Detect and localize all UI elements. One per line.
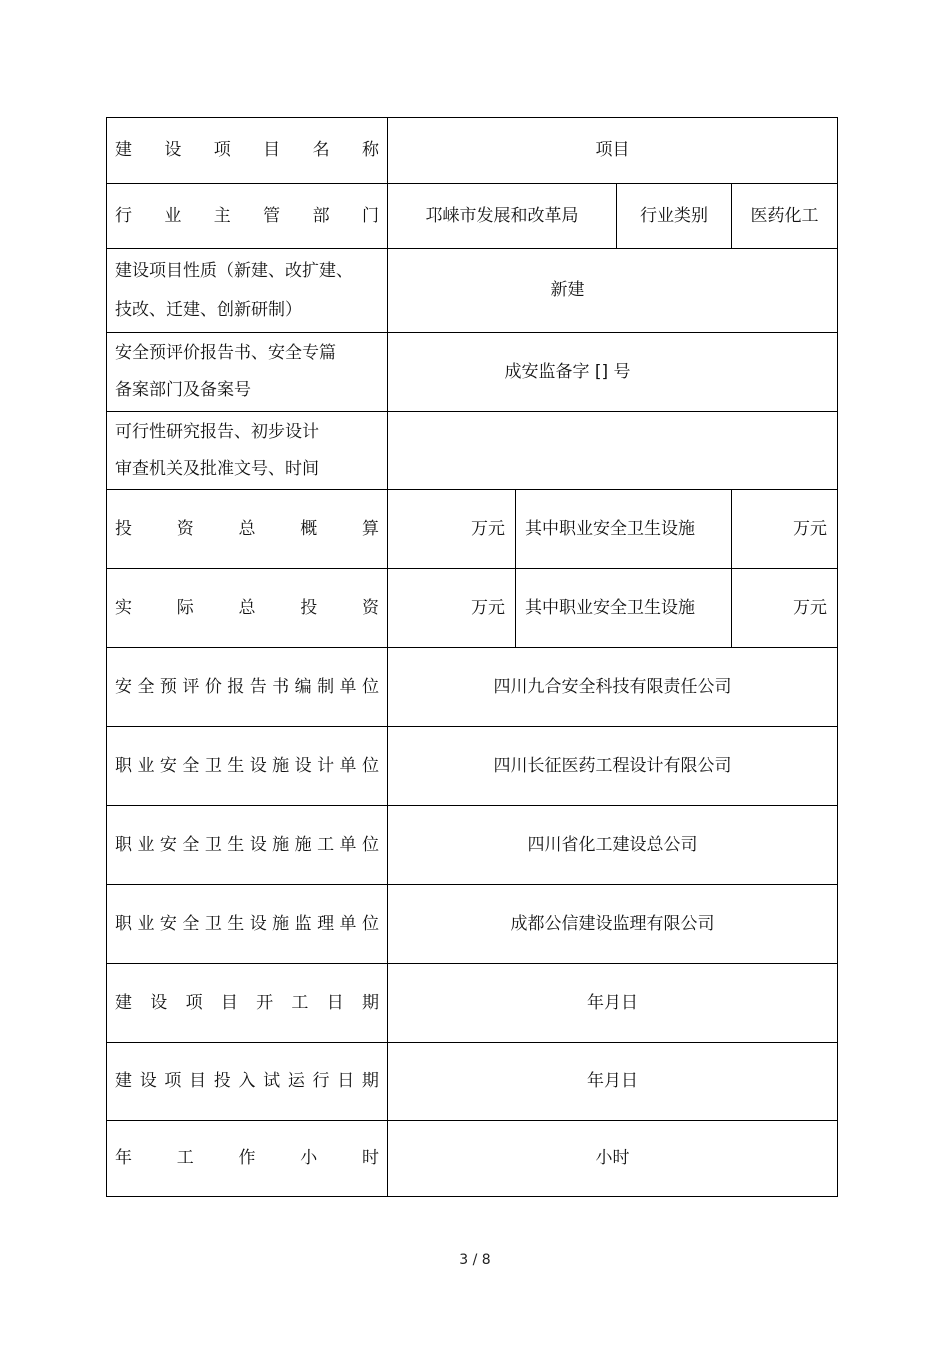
label-char: 查 bbox=[132, 458, 149, 479]
label-char: 全 bbox=[182, 834, 200, 855]
label-char: 设 bbox=[150, 992, 168, 1013]
label-char: 间 bbox=[302, 458, 319, 479]
label-char: 门 bbox=[166, 380, 183, 400]
label-char: 准 bbox=[217, 458, 234, 479]
label-char: 文 bbox=[234, 458, 251, 479]
label-line-2: 技改、迁建、创新研制） bbox=[115, 299, 302, 320]
label-char: 时 bbox=[285, 458, 302, 479]
value-filing bbox=[387, 332, 837, 411]
label-char: 目 bbox=[263, 140, 281, 160]
label-line-1: 安全预评价报告书、安全专篇 bbox=[115, 343, 336, 363]
label-char: 工 bbox=[317, 834, 335, 855]
label-char: 价 bbox=[204, 676, 222, 697]
value-design-unit bbox=[387, 726, 837, 805]
label-text bbox=[115, 597, 379, 618]
project-name-value: 项目 bbox=[595, 140, 630, 160]
value-project-name bbox=[387, 118, 837, 183]
label-char: 职 bbox=[115, 834, 132, 855]
label-filing bbox=[107, 332, 387, 411]
label-report-unit bbox=[107, 647, 387, 726]
label-char: 单 bbox=[339, 834, 357, 855]
label-char: 全 bbox=[182, 913, 200, 934]
label-char: 号 bbox=[251, 458, 268, 479]
label-char: 位 bbox=[361, 834, 379, 855]
supervision-unit-value: 成都公信建设监理有限公司 bbox=[510, 913, 715, 934]
label-char: 设 bbox=[249, 834, 267, 855]
label-char: 试 bbox=[263, 1071, 281, 1091]
label-char: 实 bbox=[115, 597, 132, 618]
label-char: 性 bbox=[149, 421, 166, 442]
label-char: 际 bbox=[176, 597, 194, 618]
label-char: 评 bbox=[182, 676, 200, 697]
label-char: 期 bbox=[361, 1071, 379, 1091]
label-char: 报 bbox=[227, 676, 245, 697]
label-char: 时 bbox=[362, 1148, 379, 1168]
label-char: 审 bbox=[115, 458, 132, 479]
label-text bbox=[115, 205, 379, 226]
project-nature-value: 新建 bbox=[550, 280, 585, 300]
industry-category-label: 行业类别 bbox=[640, 205, 708, 226]
label-text bbox=[115, 1150, 379, 1167]
label-char: 及 bbox=[183, 380, 200, 400]
label-char: 部 bbox=[312, 205, 330, 226]
filing-number-value: 成安监备字 [] 号 bbox=[504, 361, 631, 382]
label-char: 安 bbox=[159, 834, 177, 855]
label-char: 位 bbox=[361, 913, 379, 934]
budget-unit: 万元 bbox=[471, 518, 505, 539]
label-char: 开 bbox=[256, 992, 274, 1013]
label-char: 总 bbox=[238, 518, 256, 539]
label-char: 设 bbox=[285, 421, 302, 442]
actual-safety-unit: 万元 bbox=[793, 597, 827, 618]
label-start-date bbox=[107, 963, 387, 1042]
label-trial-date bbox=[107, 1042, 387, 1120]
label-industry-category bbox=[616, 183, 731, 248]
label-project-nature bbox=[107, 248, 387, 332]
label-text bbox=[115, 834, 379, 855]
label-char: 目 bbox=[220, 992, 238, 1013]
label-char: 主 bbox=[213, 205, 231, 226]
actual-unit: 万元 bbox=[471, 597, 505, 618]
label-actual-investment bbox=[107, 568, 387, 647]
page-indicator: 3 / 8 bbox=[459, 1252, 491, 1268]
label-char: 项 bbox=[213, 140, 231, 160]
label-char: 告 bbox=[217, 421, 234, 442]
label-char: 行 bbox=[132, 421, 149, 442]
label-char: 部 bbox=[149, 380, 166, 400]
label-char: 目 bbox=[189, 1071, 207, 1091]
label-char: 编 bbox=[294, 676, 312, 697]
label-char: 安 bbox=[159, 755, 177, 776]
industry-category-value: 医药化工 bbox=[750, 205, 819, 226]
label-char: 备 bbox=[115, 380, 132, 400]
value-project-nature bbox=[387, 248, 837, 332]
label-char: 项 bbox=[164, 1071, 182, 1091]
label-char: 批 bbox=[200, 458, 217, 479]
value-budget-total bbox=[387, 489, 515, 568]
label-char: 安 bbox=[159, 913, 177, 934]
label-text bbox=[115, 992, 379, 1013]
label-char: 作 bbox=[238, 1148, 256, 1168]
label-char: 关 bbox=[166, 458, 183, 479]
label-text bbox=[115, 755, 379, 776]
label-char: 业 bbox=[137, 755, 155, 776]
label-char: 资 bbox=[176, 518, 194, 539]
label-char: 、 bbox=[234, 421, 251, 442]
label-char: 概 bbox=[300, 518, 318, 539]
project-info-form bbox=[106, 117, 838, 1197]
label-char: 全 bbox=[182, 755, 200, 776]
label-char: 总 bbox=[238, 597, 256, 618]
label-industry-dept bbox=[107, 183, 387, 248]
label-char: 投 bbox=[115, 518, 132, 539]
label-char: 卫 bbox=[204, 913, 222, 934]
label-char: 年 bbox=[115, 1148, 132, 1168]
label-char: 施 bbox=[272, 913, 290, 934]
label-work-hours bbox=[107, 1120, 387, 1196]
label-char: 生 bbox=[227, 755, 245, 776]
label-char: 门 bbox=[361, 205, 379, 226]
value-supervision-unit bbox=[387, 884, 837, 963]
actual-safety-label: 其中职业安全卫生设施 bbox=[525, 597, 695, 618]
label-char: 案 bbox=[217, 380, 234, 400]
label-char: 监 bbox=[294, 913, 312, 934]
trial-date-value: 年月日 bbox=[587, 1071, 638, 1091]
label-char: 算 bbox=[362, 518, 379, 539]
label-char: 期 bbox=[361, 992, 379, 1013]
label-char: 卫 bbox=[204, 755, 222, 776]
value-industry-dept bbox=[387, 183, 616, 248]
label-char: 究 bbox=[183, 421, 200, 442]
label-char: 设 bbox=[249, 755, 267, 776]
value-work-hours bbox=[387, 1120, 837, 1196]
label-char: 运 bbox=[287, 1071, 305, 1091]
value-actual-total bbox=[387, 568, 515, 647]
label-char: 单 bbox=[339, 676, 357, 697]
label-char: 工 bbox=[176, 1148, 194, 1168]
label-char: 施 bbox=[294, 834, 312, 855]
label-char: 案 bbox=[132, 380, 149, 400]
label-char: 位 bbox=[361, 755, 379, 776]
label-char: 工 bbox=[291, 992, 309, 1013]
label-char: 建 bbox=[115, 140, 132, 160]
label-supervision-unit bbox=[107, 884, 387, 963]
label-char: 管 bbox=[263, 205, 281, 226]
label-line-1 bbox=[115, 421, 379, 442]
label-actual-safety bbox=[515, 568, 731, 647]
label-char: 职 bbox=[115, 755, 132, 776]
label-char: 备 bbox=[200, 380, 217, 400]
label-char: 投 bbox=[300, 597, 318, 618]
label-char: 建 bbox=[115, 1071, 132, 1091]
value-feasibility bbox=[387, 411, 837, 489]
budget-safety-label: 其中职业安全卫生设施 bbox=[525, 518, 695, 539]
value-start-date bbox=[387, 963, 837, 1042]
label-line-1: 建设项目性质（新建、改扩建、 bbox=[115, 260, 353, 281]
label-char: 名 bbox=[312, 140, 330, 160]
label-char: 行 bbox=[312, 1071, 330, 1091]
design-unit-value: 四川长征医药工程设计有限公司 bbox=[493, 755, 732, 776]
label-char: 机 bbox=[149, 458, 166, 479]
label-line-2 bbox=[115, 382, 379, 399]
label-char: 位 bbox=[361, 676, 379, 697]
label-char: 投 bbox=[213, 1071, 231, 1091]
label-budget bbox=[107, 489, 387, 568]
label-char: 全 bbox=[137, 676, 155, 697]
label-char: 安 bbox=[115, 676, 132, 697]
label-char: 业 bbox=[137, 913, 155, 934]
value-report-unit bbox=[387, 647, 837, 726]
work-hours-value: 小时 bbox=[595, 1148, 630, 1168]
label-budget-safety bbox=[515, 489, 731, 568]
label-char: 设 bbox=[164, 140, 182, 160]
label-char: 预 bbox=[159, 676, 177, 697]
label-char: 施 bbox=[272, 834, 290, 855]
label-feasibility bbox=[107, 411, 387, 489]
label-char: 建 bbox=[115, 992, 132, 1013]
label-construction-unit bbox=[107, 805, 387, 884]
label-project-name bbox=[107, 118, 387, 183]
label-char: 卫 bbox=[204, 834, 222, 855]
label-char: 步 bbox=[268, 421, 285, 442]
label-char: 书 bbox=[272, 676, 290, 697]
value-actual-safety bbox=[731, 568, 837, 647]
label-char: 业 bbox=[137, 834, 155, 855]
label-line-2 bbox=[115, 458, 379, 479]
label-char: 入 bbox=[238, 1071, 256, 1091]
label-char: 设 bbox=[139, 1071, 157, 1091]
label-char: 可 bbox=[115, 421, 132, 442]
label-char: 及 bbox=[183, 458, 200, 479]
label-char: 单 bbox=[339, 755, 357, 776]
label-char: 单 bbox=[339, 913, 357, 934]
label-char: 日 bbox=[326, 992, 344, 1013]
label-char: 报 bbox=[200, 421, 217, 442]
label-char: 设 bbox=[294, 755, 312, 776]
label-text bbox=[115, 913, 379, 934]
label-char: 号 bbox=[234, 380, 251, 400]
label-design-unit bbox=[107, 726, 387, 805]
label-char: 计 bbox=[302, 421, 319, 442]
industry-dept-value: 邛崃市发展和改革局 bbox=[425, 205, 579, 226]
label-char: 项 bbox=[185, 992, 203, 1013]
value-industry-category bbox=[731, 183, 837, 248]
label-char: 生 bbox=[227, 834, 245, 855]
label-char: 施 bbox=[272, 755, 290, 776]
label-char: 小 bbox=[300, 1148, 318, 1168]
value-trial-date bbox=[387, 1042, 837, 1120]
label-char: 行 bbox=[115, 205, 132, 226]
label-char: 告 bbox=[249, 676, 267, 697]
label-char: 计 bbox=[317, 755, 335, 776]
start-date-value: 年月日 bbox=[587, 992, 638, 1013]
label-char: 初 bbox=[251, 421, 268, 442]
label-char: 生 bbox=[227, 913, 245, 934]
value-budget-safety bbox=[731, 489, 837, 568]
budget-safety-unit: 万元 bbox=[793, 518, 827, 539]
label-text bbox=[115, 142, 379, 159]
label-char: 研 bbox=[166, 421, 183, 442]
construction-unit-value: 四川省化工建设总公司 bbox=[527, 834, 698, 855]
value-construction-unit bbox=[387, 805, 837, 884]
label-char: 资 bbox=[362, 597, 379, 618]
label-text bbox=[115, 676, 379, 697]
report-unit-value: 四川九合安全科技有限责任公司 bbox=[493, 676, 732, 697]
label-text bbox=[115, 518, 379, 539]
label-char: 日 bbox=[337, 1071, 355, 1091]
label-char: 职 bbox=[115, 913, 132, 934]
label-char: 制 bbox=[317, 676, 335, 697]
label-char: 业 bbox=[164, 205, 182, 226]
label-char: 、 bbox=[268, 458, 285, 479]
label-char: 称 bbox=[361, 140, 379, 160]
label-text bbox=[115, 1073, 379, 1090]
label-char: 理 bbox=[317, 913, 335, 934]
label-char: 设 bbox=[249, 913, 267, 934]
